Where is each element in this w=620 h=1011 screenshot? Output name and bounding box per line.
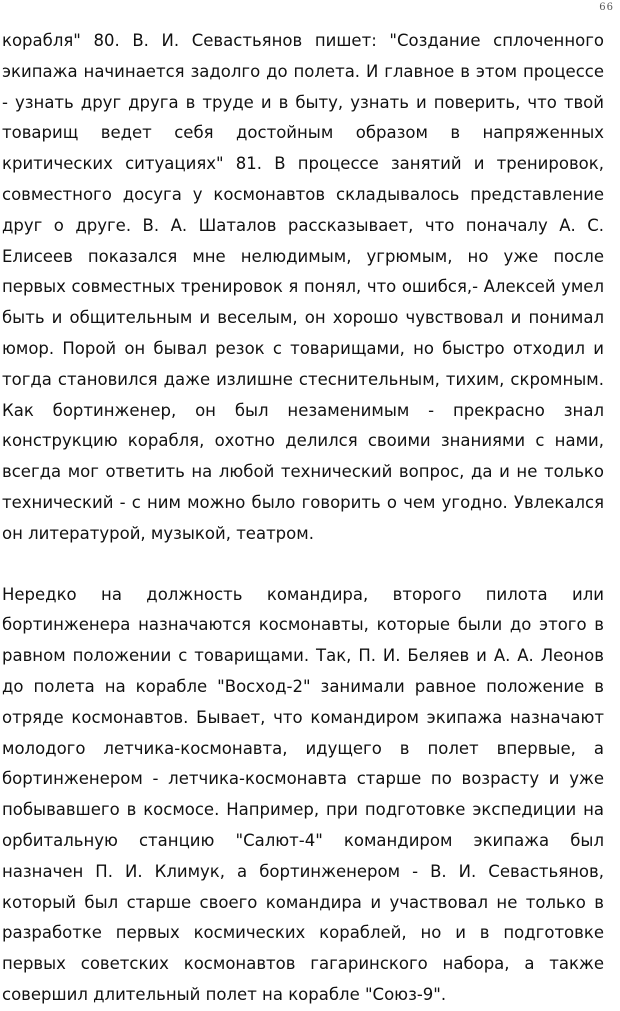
paragraph-2: Нередко на должность командира, второго пилота или бортинженера назначаются космонавты, которые были до этого в равном положении с товарищами. Так, П. И. Беляев и А. А. Леонов до полета на корабле "Восход-2" занимали равное положение в отряде космонавтов. Бывает, что командиром экипажа назначают молодого летчика-космонавта, идущего в полет впервые, а бортинженером - летчика-космонавта старше по возрасту и уже побывавшего в космосе. Например, при подготовке экспедиции на орбитальную станцию "Салют-4" командиром экипажа был назначен П. И. Климук, а бортинженером - В. И. Севастьянов, который был старше своего командира и участвовал не только в разработке первых космических кораблей, но и в подготовке первых советских космонавтов гагаринского набора, а также совершил длительный полет на корабле "Союз-9". [2, 584, 604, 1004]
paragraph-1: корабля" 80. В. И. Севастьянов пишет: "Создание сплоченного экипажа начинается задолго до полета. И главное в этом процессе - узнать друг друга в труде и в быту, узнать и поверить, что твой товарищ ведет себя достойным образом в напряженных критических ситуациях" 81. В процессе занятий и тренировок, совместного досуга у космонавтов складывалось представление друг о друге. В. А. Шаталов рассказывает, что поначалу А. С. Елисеев показался мне нелюдимым, угрюмым, но уже после первых совместных тренировок я понял, что ошибся,- Алексей умел быть и общительным и веселым, он хорошо чувствовал и понимал юмор. Порой он бывал резок с товарищами, но быстро отходил и тогда становился даже излишне стеснительным, тихим, скромным. Как бортинженер, он был незаменимым - прекрасно знал конструкцию корабля, охотно делился своими знаниями с нами, всегда мог ответить на любой технический вопрос, да и не только технический - с ним можно было говорить о чем угодно. Увлекался он литературой, музыкой, театром. [2, 31, 604, 543]
document-body [2, 26, 604, 1011]
page-number: 66 [599, 2, 614, 13]
